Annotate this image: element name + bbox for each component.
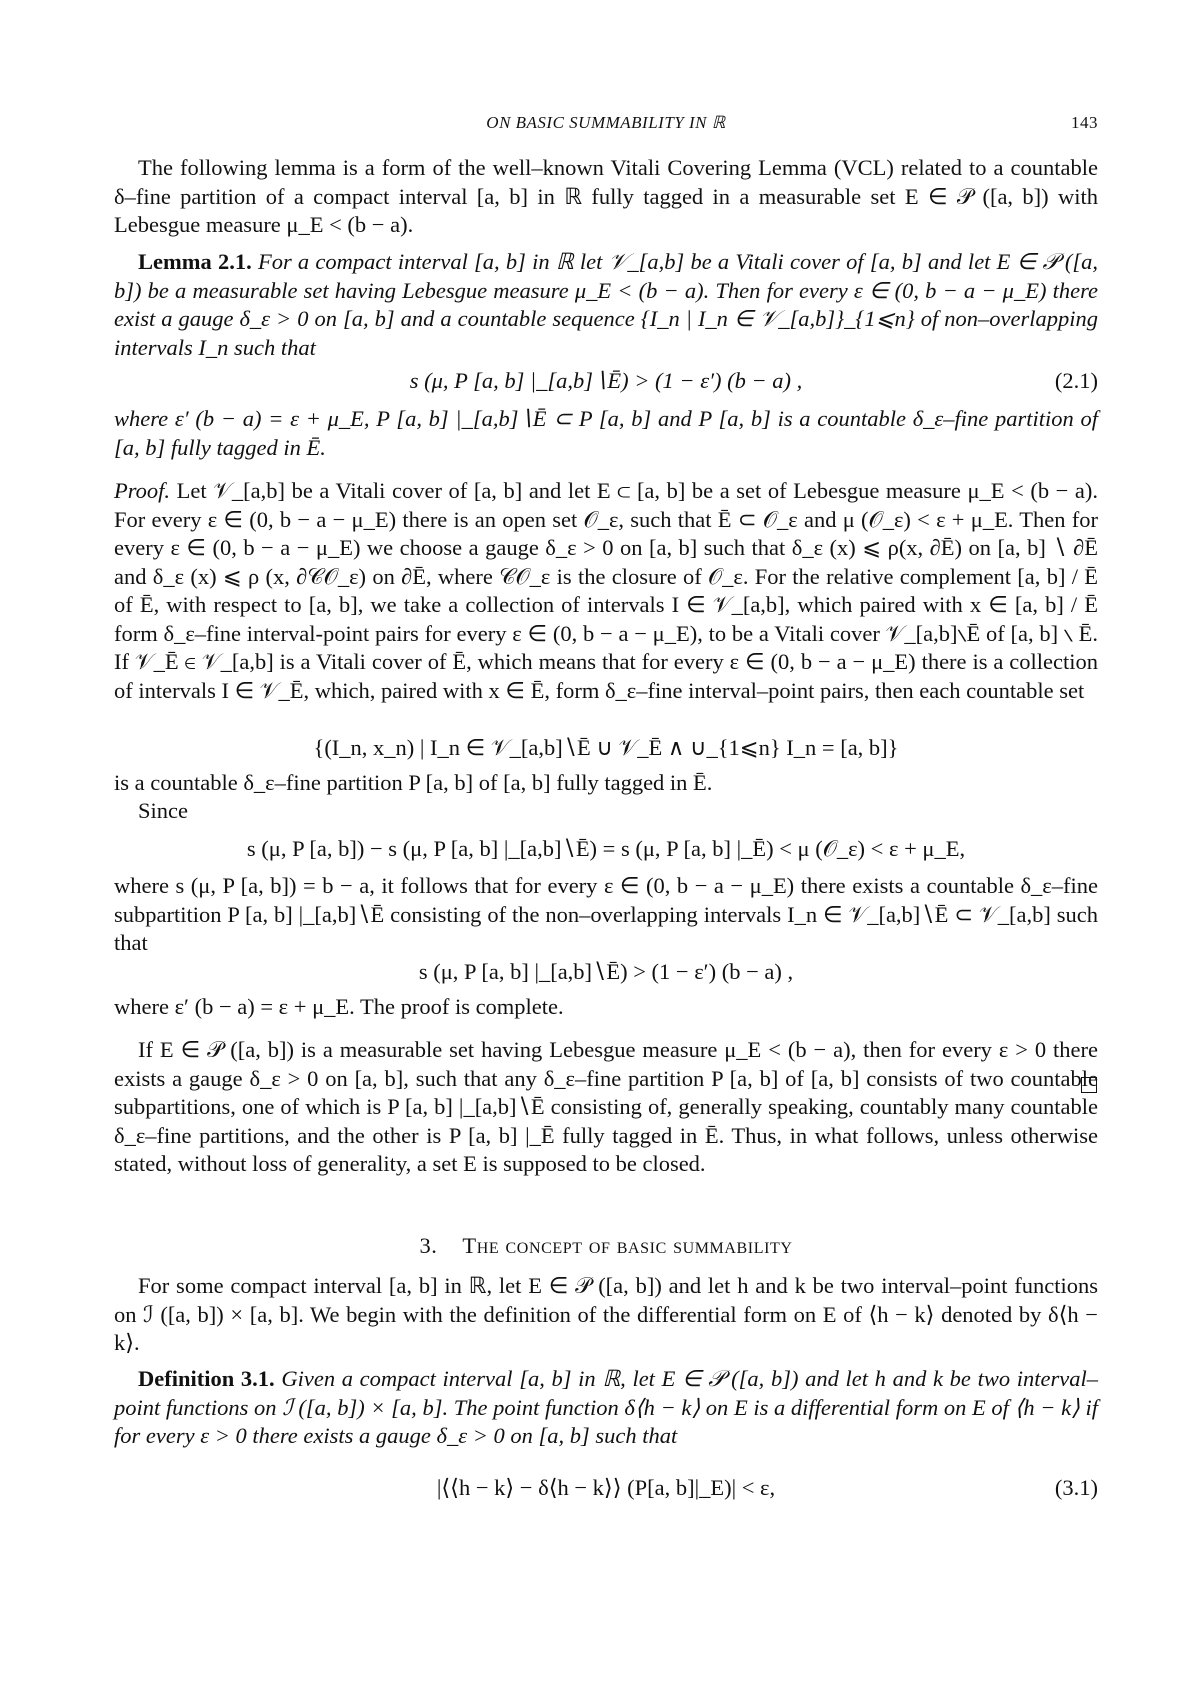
section-intro-paragraph: For some compact interval [a, b] in ℝ, let E ∈ 𝒫 ([a, b]) and let h and k be two interval–point functions on ℐ ([a, b]) × [a, b]. We begin with the definition of the differential form on E of ⟨h − k⟩ denoted by δ⟨h − k⟩. [114, 1273, 1098, 1355]
lemma-2-1 [114, 248, 1098, 362]
proof-paragraph-4: where ε′ (b − a) = ε + μ_E. The proof is complete. [114, 994, 564, 1019]
display-subpartition-inequality-formula: s (μ, P [a, b] |_[a,b]∖Ē) > (1 − ε′) (b − a) , [418, 959, 794, 984]
equation-3-1 [114, 1473, 1098, 1503]
definition-text: Given a compact interval [a, b] in ℝ, let E ∈ 𝒫 ([a, b]) and let h and k be two interval–point functions on ℐ ([a, b]) × [a, b]. The point function δ⟨h − k⟩ on E is a differential form on E of ⟨h − k⟩ if for every ε > 0 there exists a gauge δ_ε > 0 on [a, b] such that [114, 1366, 1098, 1448]
section-heading [114, 1232, 1098, 1260]
section-title: The concept of basic summability [462, 1233, 793, 1258]
equation-2-1 [114, 366, 1098, 396]
remark-paragraph: If E ∈ 𝒫 ([a, b]) is a measurable set having Lebesgue measure μ_E < (b − a), then for every ε > 0 there exists a gauge δ_ε > 0 on [a, b], such that any δ_ε–fine partition P [a, b] of [a, b] consists of two countable subpartitions, one of which is P [a, b] |_[a,b]∖Ē consisting of, generally speaking, countably many countable δ_ε–fine partitions, and the other is P [a, b] |_Ē fully tagged in Ē. Thus, in what follows, unless otherwise stated, without loss of generality, a set E is supposed to be closed. [114, 1037, 1098, 1176]
intro-paragraph: The following lemma is a form of the well–known Vitali Covering Lemma (VCL) related to a countable δ–fine partition of a compact interval [a, b] in ℝ fully tagged in a measurable set E ∈ 𝒫 ([a, b]) with Lebesgue measure μ_E < (b − a). [114, 155, 1098, 237]
proof-paragraph-2: is a countable δ_ε–fine partition P [a, b] of [a, b] fully tagged in Ē. [114, 770, 713, 795]
equation-2-1-formula: s (μ, P [a, b] |_[a,b]∖Ē) > (1 − ε′) (b − a) , [409, 368, 803, 393]
proof-paragraph-1 [114, 477, 1098, 705]
proof-label: Proof. [114, 478, 171, 503]
proof-since: Since [138, 798, 188, 823]
page-number: 143 [1071, 113, 1098, 132]
lemma-text: For a compact interval [a, b] in ℝ let 𝒱_[a,b] be a Vitali cover of [a, b] and let E ∈ 𝒫 ([a, b]) be a measurable set having Lebesgue measure μ_E < (b − a). Then for every ε ∈ (0, b − a − μ_E) there exist a gauge δ_ε > 0 on [a, b] and a countable sequence {I_n | I_n ∈ 𝒱_[a,b]}_{1⩽n} of non–overlapping intervals I_n such that [114, 249, 1099, 360]
display-partition-set-formula: {(I_n, x_n) | I_n ∈ 𝒱_[a,b]∖Ē ∪ 𝒱_Ē ∧ ∪_{1⩽n} I_n = [a, b]} [313, 735, 899, 760]
proof-text-1: Let 𝒱_[a,b] be a Vitali cover of [a, b] and let E ⊂ [a, b] be a set of Lebesgue measure μ_E < (b − a). For every ε ∈ (0, b − a − μ_E) there is an open set 𝒪_ε, such that Ē ⊂ 𝒪_ε and μ (𝒪_ε) < ε + μ_E. Then for every ε ∈ (0, b − a − μ_E) we choose a gauge δ_ε > 0 on [a, b] such that δ_ε (x) ⩽ ρ(x, ∂Ē) on [a, b] ∖ ∂Ē and δ_ε (x) ⩽ ρ (x, ∂𝒞𝒪_ε) on ∂Ē, where 𝒞𝒪_ε is the closure of 𝒪_ε. For the relative complement [a, b] / Ē of Ē, with respect to [a, b], we take a collection of intervals I ∈ 𝒱_[a,b], which paired with x ∈ [a, b] / Ē form δ_ε–fine interval-point pairs for every ε ∈ (0, b − a − μ_E), to be a Vitali cover 𝒱_[a,b]∖Ē of [a, b] ∖ Ē. If 𝒱_Ē ∈ 𝒱_[a,b] is a Vitali cover of Ē, which means that for every ε ∈ (0, b − a − μ_E) there is a collection of intervals I ∈ 𝒱_Ē, which, paired with x ∈ Ē, form δ_ε–fine interval–point pairs, then each countable set [114, 478, 1099, 703]
equation-3-1-number: (3.1) [1054, 1475, 1098, 1500]
lemma-after-text: where ε′ (b − a) = ε + μ_E, P [a, b] |_[a,b]∖Ē ⊂ P [a, b] and P [a, b] is a countable δ_ε–fine partition of [a, b] fully tagged in Ē. [114, 406, 1098, 460]
display-sum-difference-formula: s (μ, P [a, b]) − s (μ, P [a, b] |_[a,b]∖Ē) = s (μ, P [a, b] |_Ē) < μ (𝒪_ε) < ε + μ_E, [246, 836, 966, 861]
section-number: 3. [419, 1233, 438, 1258]
display-subpartition-inequality [114, 957, 1098, 987]
equation-2-1-number: (2.1) [1054, 368, 1098, 393]
proof-paragraph-3: where s (μ, P [a, b]) = b − a, it follows that for every ε ∈ (0, b − a − μ_E) there exists a countable δ_ε–fine subpartition P [a, b] |_[a,b]∖Ē consisting of the non–overlapping intervals I_n ∈ 𝒱_[a,b]∖Ē ⊂ 𝒱_[a,b] such that [114, 873, 1098, 955]
definition-3-1 [114, 1365, 1098, 1451]
display-partition-set [114, 733, 1098, 763]
display-sum-difference [114, 834, 1098, 864]
running-title: ON BASIC SUMMABILITY IN ℝ [486, 113, 726, 132]
equation-3-1-formula: |⟨⟨h − k⟩ − δ⟨h − k⟩⟩ (P[a, b]|_E)| < ε, [436, 1475, 776, 1500]
running-header [114, 113, 1098, 137]
definition-label: Definition 3.1. [138, 1366, 275, 1391]
lemma-label: Lemma 2.1. [138, 249, 252, 274]
